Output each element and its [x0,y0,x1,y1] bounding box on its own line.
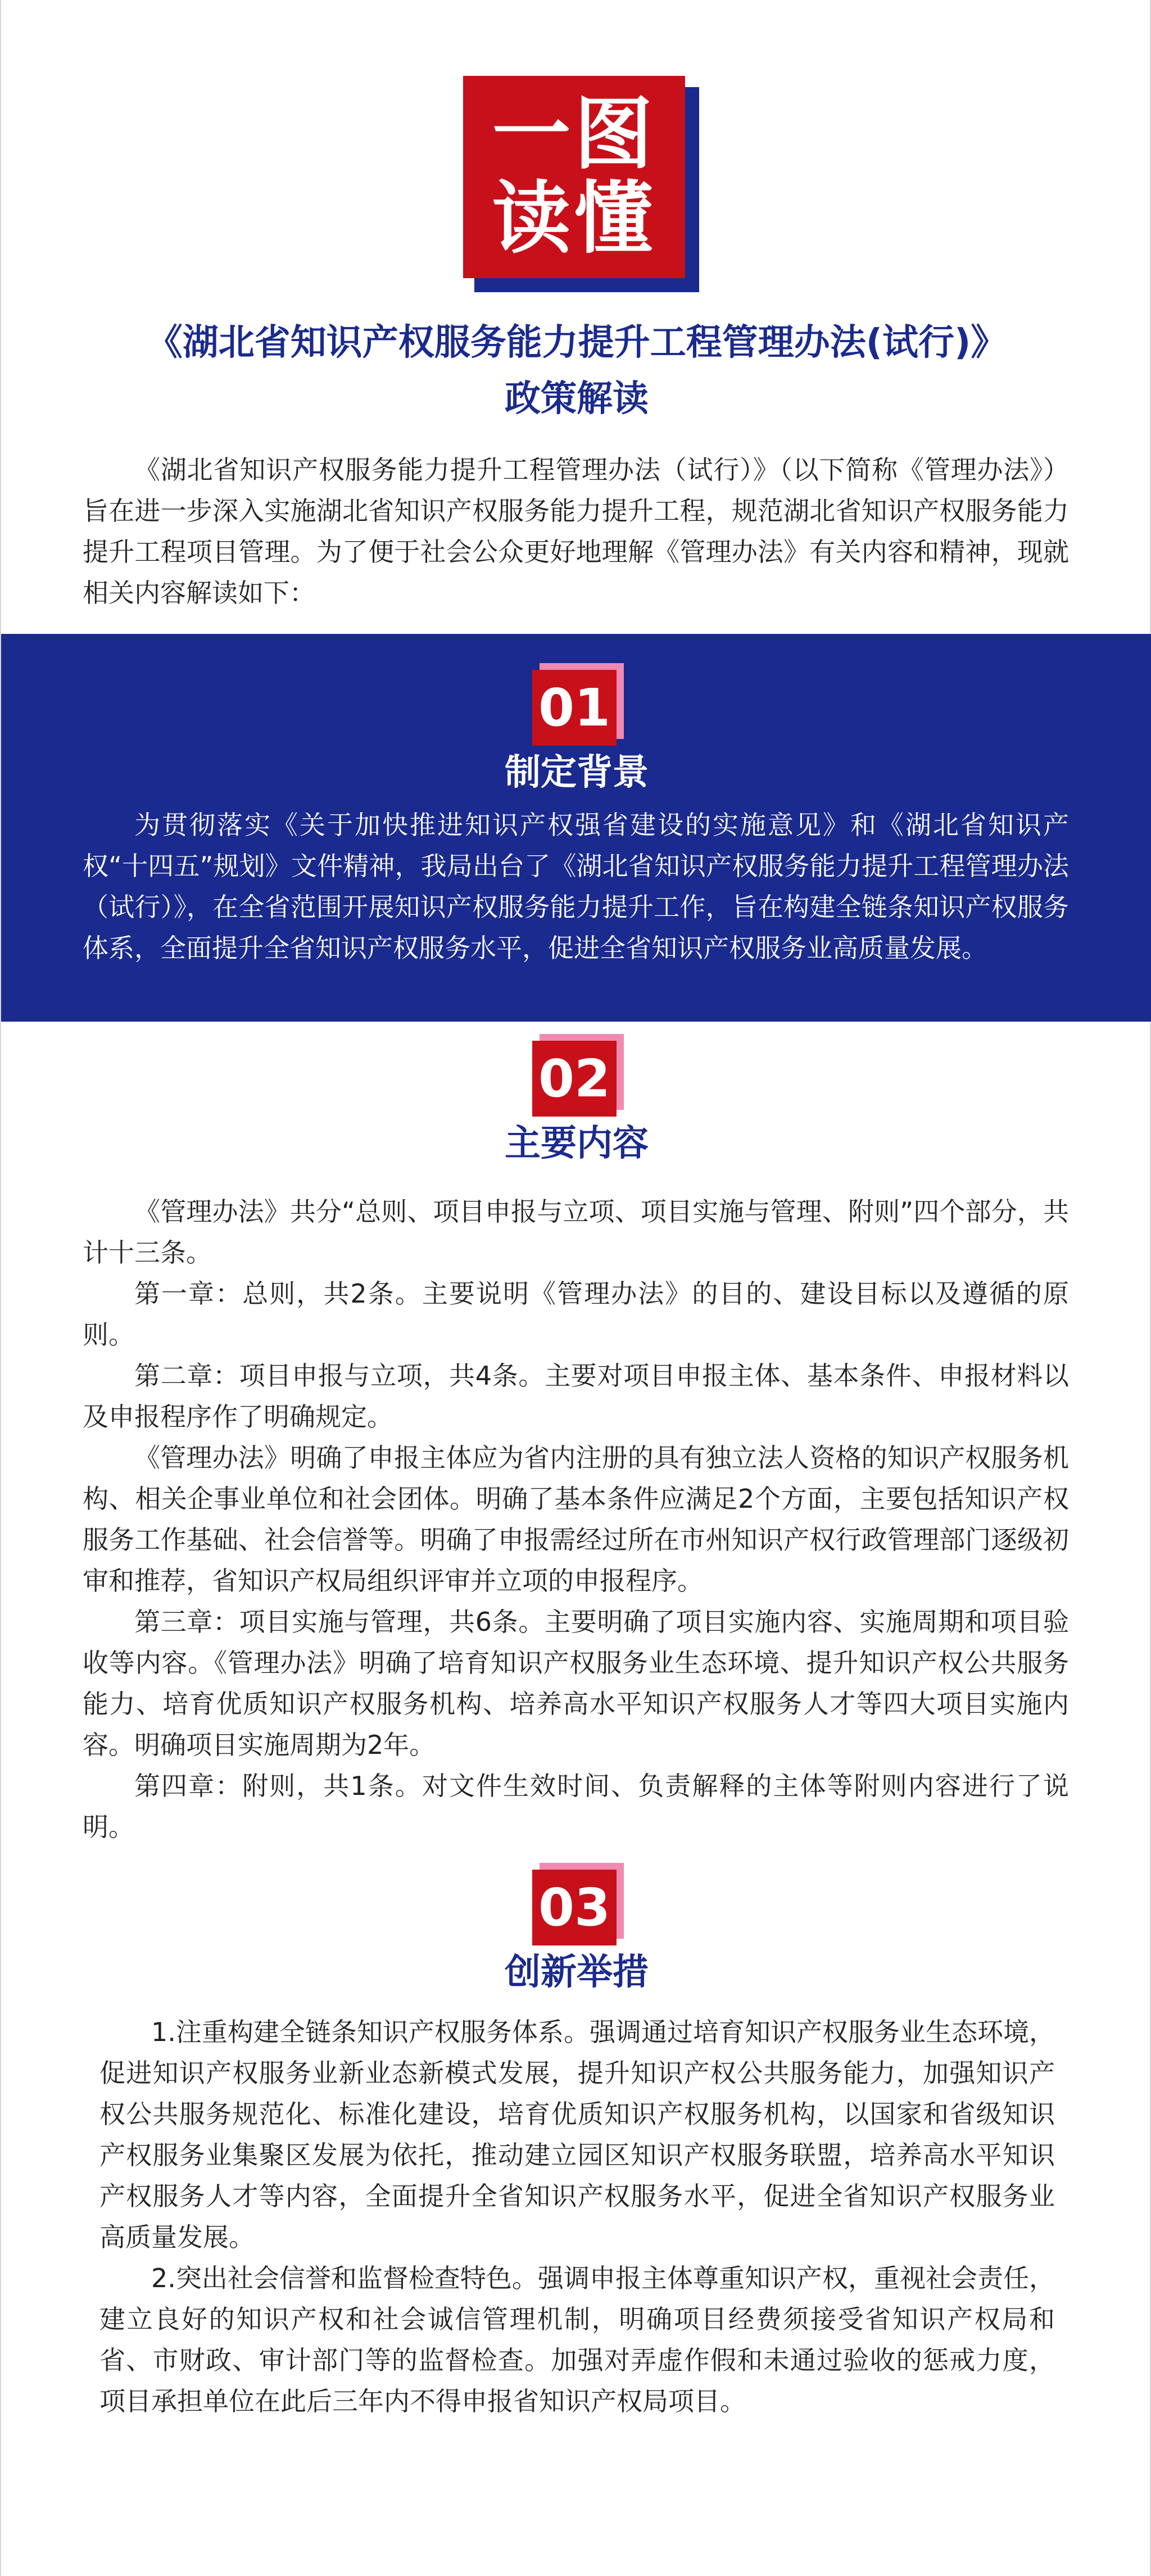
section-02-number-badge [529,1034,625,1118]
section-03-title: 创新举措 [505,1952,649,1993]
section-03-paragraph: 1.注重构建全链条知识产权服务体系。强调通过培育知识产权服务业生态环境，促进知识产权服务业新业态新模式发展，提升知识产权公共服务能力，加强知识产权公共服务规范化、标准化建设，培育优质知识产权服务机构，以国家和省级知识产权服务业集聚区发展为依托，推动建立园区知识产权服务联盟，培养高水平知识产权服务人才等内容，全面提升全省知识产权服务水平，促进全省知识产权服务业高质量发展。 [99,2017,1055,2252]
section-01-title: 制定背景 [505,752,649,793]
hero-badge-face [463,76,685,278]
section-02-paragraph: 第一章：总则，共2条。主要说明《管理办法》的目的、建设目标以及遵循的原则。 [83,1278,1069,1350]
section-03-paragraph: 2.突出社会信誉和监督检查特色。强调申报主体尊重知识产权，重视社会责任，建立良好的知识产权和社会诚信管理机制，明确项目经费须接受省知识产权局和省、市财政、审计部门等的监督检查。加强对弄虚作假和未通过验收的惩戒力度，项目承担单位在此后三年内不得申报省知识产权局项目。 [99,2263,1055,2416]
section-02-paragraph: 第二章：项目申报与立项，共4条。主要对项目申报主体、基本条件、申报材料以及申报程序作了明确规定。 [83,1360,1069,1432]
section-02-title: 主要内容 [505,1123,649,1164]
section-01-number-badge [529,663,625,747]
hero-badge-line1: 一图 [492,89,656,180]
document-title: 《湖北省知识产权服务能力提升工程管理办法(试行)》 [146,322,1007,364]
hero-badge-line2: 读懂 [492,173,656,265]
section-02-paragraph: 第三章：项目实施与管理，共6条。主要明确了项目实施内容、实施周期和项目验收等内容。《管理办法》明确了培育知识产权服务业生态环境、提升知识产权公共服务能力、培育优质知识产权服务机构、培养高水平知识产权服务人才等四大项目实施内容。明确项目实施周期为2年。 [83,1607,1069,1760]
document-subtitle: 政策解读 [505,378,649,420]
section-03-number-badge [529,1863,625,1947]
section-02-paragraph: 《管理办法》共分“总则、项目申报与立项、项目实施与管理、附则”四个部分，共计十三条。 [83,1196,1069,1268]
section-01-paragraph: 为贯彻落实《关于加快推进知识产权强省建设的实施意见》和《湖北省知识产权“十四五”规划》文件精神，我局出台了《湖北省知识产权服务能力提升工程管理办法（试行）》，在全省范围开展知识产权服务能力提升工作，旨在构建全链条知识产权服务体系，全面提升全省知识产权服务水平，促进全省知识产权服务业高质量发展。 [83,810,1069,963]
intro-paragraph: 《湖北省知识产权服务能力提升工程管理办法（试行）》（以下简称《管理办法》）旨在进一步深入实施湖北省知识产权服务能力提升工程，规范湖北省知识产权服务能力提升工程项目管理。为了便于社会公众更好地理解《管理办法》有关内容和精神，现就相关内容解读如下： [83,455,1069,608]
section-03-number: 03 [532,1870,617,1945]
section-02-paragraph: 《管理办法》明确了申报主体应为省内注册的具有独立法人资格的知识产权服务机构、相关企事业单位和社会团体。明确了基本条件应满足2个方面，主要包括知识产权服务工作基础、社会信誉等。明确了申报需经过所在市州知识产权行政管理部门逐级初审和推荐，省知识产权局组织评审并立项的申报程序。 [83,1443,1069,1596]
section-02-paragraph: 第四章：附则，共1条。对文件生效时间、负责解释的主体等附则内容进行了说明。 [83,1771,1069,1842]
hero-badge [463,76,699,292]
section-01-number: 01 [532,670,617,746]
section-02-number: 02 [532,1041,617,1117]
